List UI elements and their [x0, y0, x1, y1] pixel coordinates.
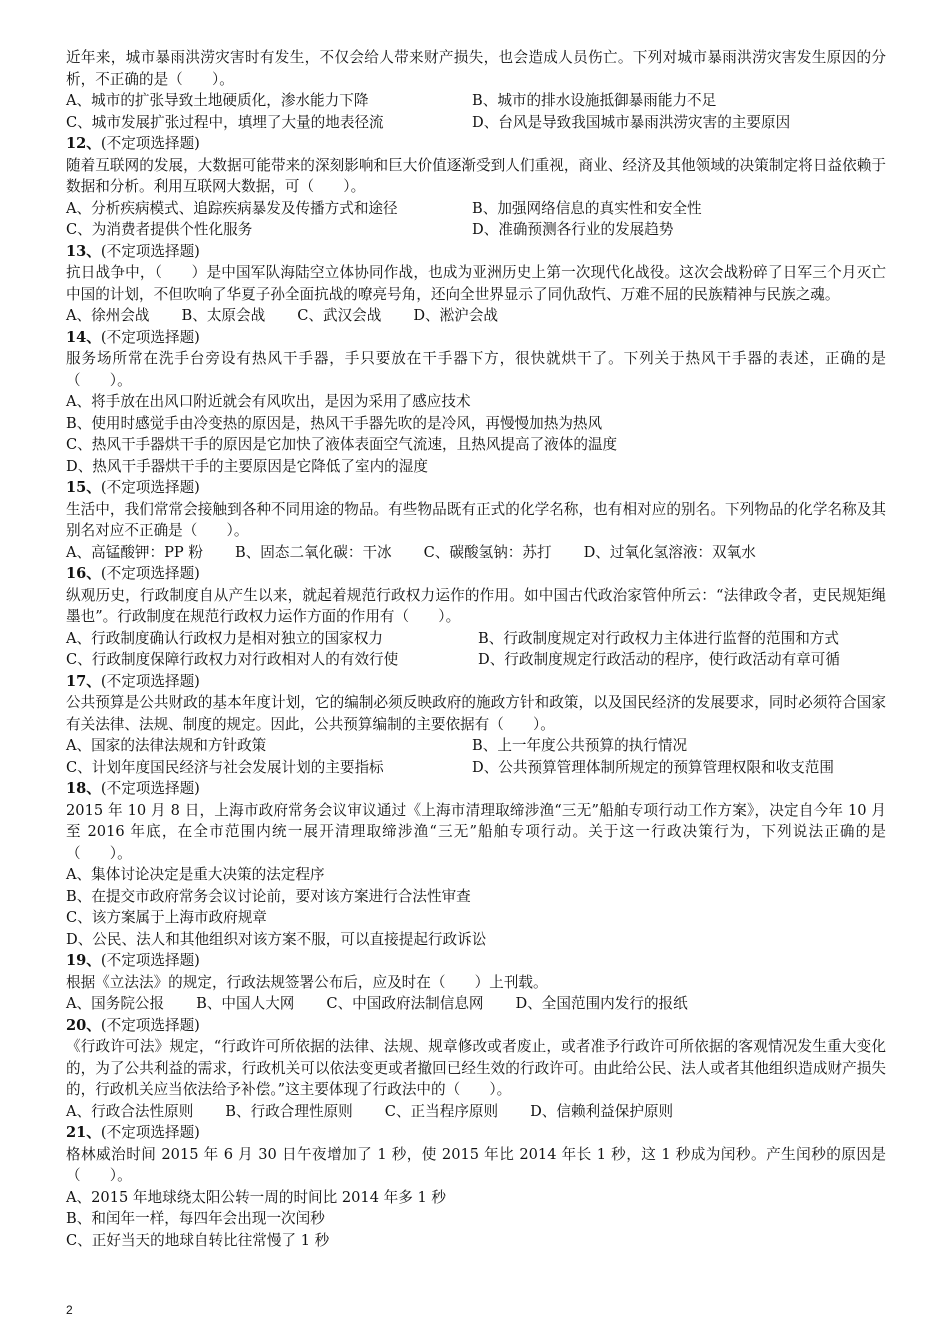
option: A、徐州会战	[66, 307, 150, 324]
option: C、武汉会战	[297, 307, 382, 324]
option: C、行政制度保障行政权力对行政相对人的有效行使	[66, 651, 399, 668]
option: C、热风干手器烘干手的原因是它加快了液体表面空气流速，且热风提高了液体的温度	[66, 436, 618, 453]
option: B、使用时感觉手由冷变热的原因是，热风干手器先吹的是冷风，再慢慢加热为热风	[66, 414, 603, 432]
option: D、公民、法人和其他组织对该方案不服，可以直接提起行政诉讼	[66, 930, 487, 948]
option: D、台风是导致我国城市暴雨洪涝灾害的主要原因	[472, 113, 791, 131]
question-stem: 纵观历史，行政制度自从产生以来，就起着规范行政权力运作的作用。如中国古代政治家管仲所云：“法律政令者，吏民规矩绳墨也”。行政制度在规范行政权力运作方面的作用有（ ）。	[66, 586, 886, 625]
question-header	[66, 1122, 886, 1144]
question-type: (不定项选择题)	[100, 672, 200, 690]
question-type: (不定项选择题)	[100, 1016, 200, 1034]
question-number: 12、	[66, 135, 101, 152]
question-stem: 近年来，城市暴雨洪涝灾害时有发生，不仅会给人带来财产损失，也会造成人员伤亡。下列对城市暴雨洪涝灾害发生原因的分析，不正确的是（ ）。	[66, 49, 886, 88]
option: A、行政制度确认行政权力是相对独立的国家权力	[66, 629, 384, 647]
question-stem: 服务场所常在洗手台旁设有热风干手器，手只要放在干手器下方，很快就烘干了。下列关于热风干手器的表述，正确的是（ ）。	[66, 350, 886, 389]
question-number: 15、	[66, 479, 101, 496]
option: D、热风干手器烘干手的主要原因是它降低了室内的湿度	[66, 457, 428, 475]
option: C、中国政府法制信息网	[326, 995, 484, 1012]
question-stem: 格林威治时间 2015 年 6 月 30 日午夜增加了 1 秒，使 2015 年比 2014 年长 1 秒，这 1 秒成为闰秒。产生闰秒的原因是（ ）。	[66, 1145, 886, 1184]
question-header	[66, 327, 886, 349]
option-row	[66, 649, 886, 671]
question-type: (不定项选择题)	[100, 1124, 200, 1141]
option: B、加强网络信息的真实性和安全性	[472, 199, 702, 217]
question-header	[66, 1015, 886, 1037]
question-stem: 《行政许可法》规定，“行政许可所依据的法律、法规、规章修改或者废止，或者准予行政许可所依据的客观情况发生重大变化的，为了公共利益的需求，行政机关可以依法变更或者撤回已经生效的行政许可。由此给公民、法人或者其他组织造成财产损失的，行政机关应当依法给予补偿。”这主要体现了行政法中的（ ）。	[66, 1038, 886, 1098]
option: D、公共预算管理体制所规定的预算管理权限和收支范围	[472, 758, 834, 776]
option-row	[66, 628, 886, 650]
question-header	[66, 778, 886, 800]
question-stem: 公共预算是公共财政的基本年度计划，它的编制必须反映政府的施政方针和政策，以及国民经济的发展要求，同时必须符合国家有关法律、法规、制度的规定。因此，公共预算编制的主要依据有（ ）。	[66, 694, 886, 733]
option: D、信赖利益保护原则	[530, 1102, 674, 1120]
question-type: (不定项选择题)	[100, 328, 200, 346]
option: B、中国人大网	[196, 995, 295, 1012]
option-row	[66, 757, 886, 779]
question-number: 20、	[66, 1016, 101, 1034]
option: C、正好当天的地球自转比往常慢了 1 秒	[66, 1231, 330, 1249]
option: C、该方案属于上海市政府规章	[66, 909, 267, 926]
option: C、计划年度国民经济与社会发展计划的主要指标	[66, 758, 384, 776]
question-type: (不定项选择题)	[100, 242, 200, 260]
question-header	[66, 477, 886, 499]
option: B、太原会战	[181, 307, 266, 324]
question-stem: 根据《立法法》的规定，行政法规签署公布后，应及时在（ ）上刊载。	[66, 973, 548, 991]
option-row	[66, 542, 886, 564]
question-type: (不定项选择题)	[100, 565, 200, 582]
option-row	[66, 112, 886, 134]
option-row	[66, 198, 886, 220]
option-row	[66, 735, 886, 757]
option-row	[66, 219, 886, 241]
option: C、为消费者提供个性化服务	[66, 221, 253, 238]
option: A、高锰酸钾：PP 粉	[66, 543, 203, 561]
option: B、城市的排水设施抵御暴雨能力不足	[472, 92, 717, 109]
option-row	[66, 993, 886, 1015]
question-header	[66, 950, 886, 972]
question-header	[66, 671, 886, 693]
option: A、将手放在出风口附近就会有风吹出，是因为采用了感应技术	[66, 393, 471, 410]
option: A、国务院公报	[66, 995, 165, 1012]
question-number: 17、	[66, 672, 101, 690]
option: B、在提交市政府常务会议讨论前，要对该方案进行合法性审查	[66, 887, 471, 905]
question-stem: 2015 年 10 月 8 日，上海市政府常务会议审议通过《上海市清理取缔涉渔“三无”船舶专项行动工作方案》，决定自今年 10 月至 2016 年底，在全市范围内统一展开清理取缔涉渔“三无”船舶专项行动。关于这一行政决策行为，下列说法正确的是（ ）。	[66, 801, 886, 862]
option: C、正当程序原则	[384, 1102, 499, 1120]
question-type: (不定项选择题)	[100, 780, 200, 797]
option: A、行政合法性原则	[66, 1102, 194, 1120]
document-body	[66, 47, 886, 1251]
option: A、城市的扩张导致土地硬质化，渗水能力下降	[66, 92, 369, 109]
option-row	[66, 90, 886, 112]
option: B、行政制度规定对行政权力主体进行监督的范围和方式	[478, 629, 839, 647]
option-row	[66, 1101, 886, 1123]
option-row	[66, 305, 886, 327]
question-number: 16、	[66, 565, 101, 582]
question-header	[66, 133, 886, 155]
page-number: 2	[66, 1303, 73, 1317]
option: A、国家的法律法规和方针政策	[66, 737, 267, 754]
option: D、准确预测各行业的发展趋势	[472, 221, 674, 238]
question-stem: 抗日战争中，（ ）是中国军队海陆空立体协同作战，也成为亚洲历史上第一次现代化战役。这次会战粉碎了日军三个月灭亡中国的计划，不但吹响了华夏子孙全面抗战的嘹亮号角，还向全世界显示了同仇敌忾、万难不屈的民族精神与民族之魂。	[66, 264, 886, 303]
question-header	[66, 563, 886, 585]
question-type: (不定项选择题)	[100, 952, 200, 969]
option: A、分析疾病模式、追踪疾病暴发及传播方式和途径	[66, 199, 398, 217]
question-number: 19、	[66, 952, 101, 969]
question-number: 13、	[66, 242, 101, 260]
option: A、2015 年地球绕太阳公转一周的时间比 2014 年多 1 秒	[66, 1188, 446, 1206]
question-header	[66, 241, 886, 263]
option: A、集体讨论决定是重大决策的法定程序	[66, 866, 325, 883]
question-number: 21、	[66, 1124, 101, 1141]
option: D、过氧化氢溶液：双氧水	[583, 543, 756, 561]
question-type: (不定项选择题)	[100, 479, 200, 496]
option: D、淞沪会战	[413, 307, 499, 324]
question-stem: 生活中，我们常常会接触到各种不同用途的物品。有些物品既有正式的化学名称，也有相对应的别名。下列物品的化学名称及其别名对应不正确是（ ）。	[66, 500, 886, 539]
option: C、城市发展扩张过程中，填埋了大量的地表径流	[66, 113, 384, 131]
option: B、上一年度公共预算的执行情况	[472, 737, 688, 754]
option: B、固态二氧化碳：干冰	[234, 543, 392, 561]
question-number: 14、	[66, 328, 101, 346]
option: B、行政合理性原则	[225, 1102, 353, 1120]
question-type: (不定项选择题)	[100, 135, 200, 152]
option: B、和闰年一样，每四年会出现一次闰秒	[66, 1210, 325, 1227]
option: D、行政制度规定行政活动的程序，使行政活动有章可循	[478, 651, 840, 668]
question-stem: 随着互联网的发展，大数据可能带来的深刻影响和巨大价值逐渐受到人们重视，商业、经济及其他领域的决策制定将日益依赖于数据和分析。利用互联网大数据，可（ ）。	[66, 156, 886, 195]
option: D、全国范围内发行的报纸	[515, 995, 688, 1012]
question-number: 18、	[66, 780, 101, 797]
option: C、碳酸氢钠：苏打	[423, 543, 552, 561]
